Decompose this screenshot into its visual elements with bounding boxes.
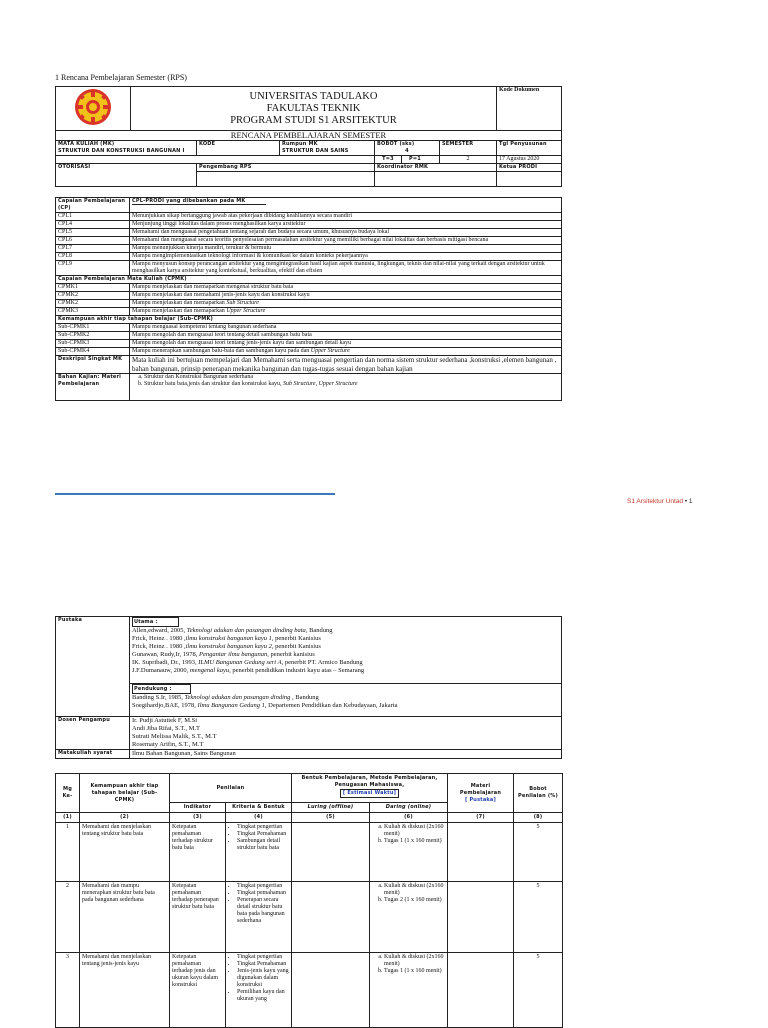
row-text: Memahami dan menguasai secara teoritis penyelesaian permasalahan arsitektur yang memiliki berbagai nilai lokalitas dan berbasis mitigasi bencana [130, 237, 562, 245]
col-penilaian: Penilaian [170, 774, 292, 803]
pengembang-sign [197, 172, 375, 187]
kriteria-item: • Sambungan detail struktur batu bata [237, 838, 289, 852]
kriteria-item: • Jenis-jenis kayu yang digunakan dalam konstruksi [237, 968, 289, 989]
bobot-label: BOBOT (sks) [377, 141, 415, 147]
row-code: CPL5 [56, 229, 130, 237]
sub-cpmk-row [56, 332, 562, 340]
cpl-row [56, 237, 562, 245]
kriteria-item: • Tingkat pengertian [237, 883, 289, 890]
page-footer [627, 498, 693, 505]
col-bobot: Bobot Penilaian (%) [514, 774, 563, 813]
row-code: CPL8 [56, 253, 130, 261]
weekly-plan-table [55, 773, 563, 1028]
week-materi [448, 882, 514, 953]
daring-item: a. Kuliah & diskusi (2x160 menit) [384, 824, 445, 838]
rumpun-value: STRUKTUR DAN SAINS [282, 148, 349, 154]
week-luring [292, 882, 370, 953]
week-kemampuan: Memahami dan menjelaskan tentang struktur batu bata [80, 823, 170, 882]
cpl-row [56, 261, 562, 276]
italic-text: Sub Structure [226, 300, 259, 306]
ketua-label: Ketua PRODI [497, 164, 562, 172]
koordinator-sign [375, 172, 497, 187]
bahan-label: Bahan Kajian: Materi Pembelajaran [56, 374, 130, 401]
italic-text: Teknologi adukan dan pasangan dinding [184, 694, 291, 701]
dosen-list [130, 717, 562, 750]
italic-text: ilmu konstruksi bangunan kayu 2 [185, 643, 272, 650]
pustaka-cell [130, 617, 562, 717]
cpl-row [56, 253, 562, 261]
pengembang-label: Pengembang RPS [197, 164, 375, 172]
university-logo-icon [70, 87, 116, 127]
row-text: Mampu menguasai kompetensi tentang bangunan sederhana [130, 324, 562, 332]
daring-item: a. Kuliah & diskusi (2x160 menit) [384, 883, 445, 897]
kriteria-item: • Tingkat pemahaman [237, 890, 289, 897]
week-number: 3 [56, 953, 80, 1028]
row-code: CPL4 [56, 221, 130, 229]
row-text: Mampu menjelaskan dan memahami jenis-jenis kayu dan konstruksi kayu [130, 292, 562, 300]
row-code: Sub-CPMK1 [56, 324, 130, 332]
week-number: 2 [56, 882, 80, 953]
cpmk-row [56, 292, 562, 300]
cpmk-row [56, 308, 562, 316]
week-row [56, 823, 563, 882]
otorisasi-label: OTORISASI [56, 164, 197, 187]
row-text: Mampu menjelaskan dan memaparkan Upper Structure [130, 308, 562, 316]
mk-header [56, 141, 197, 156]
reference-item: Banding S.Ir, 1985, Teknologi adukan dan pasangan dinding , Bandung [132, 694, 319, 701]
week-bobot: 5 [514, 823, 563, 882]
week-daring [370, 953, 448, 1028]
col-bentuk-text: Bentuk Pembelajaran, Metode Pembelajaran, Penugasan Mahasiswa, [301, 775, 438, 788]
column-number: (7) [448, 813, 514, 823]
column-number: (3) [170, 813, 226, 823]
bobot-header [375, 141, 440, 156]
week-luring [292, 953, 370, 1028]
daring-item: b. Tugas 1 (1 x 160 menit) [384, 968, 445, 975]
sub-cpmk-row [56, 348, 562, 356]
italic-text: Upper Structure [310, 348, 350, 354]
rps-form-page2 [55, 616, 562, 759]
section-heading: 1 Rencana Pembelajaran Semester (RPS) [55, 73, 187, 82]
cpmk-row [56, 300, 562, 308]
column-number: (4) [226, 813, 292, 823]
daring-item: b. Tugas 2 (1 x 160 menit) [384, 897, 445, 904]
row-text: Mampu menyusun konsep perancangan arsitektur yang mengintegrasikan hasil kajian aspek manusia, lingkungan, teknis dan nilai-nilai yang terkait dengan arsitektur untuk menghasilkan karya arsitektur yang kontekstual, berkualitas, efektif dan efisien [130, 261, 562, 276]
row-code: CPMK1 [56, 284, 130, 292]
cpmk-row [56, 284, 562, 292]
syarat-value: Ilmu Bahan Bangunan, Sains Bangunan [130, 750, 562, 759]
logo-cell [56, 87, 131, 131]
week-materi [448, 953, 514, 1028]
cpmk-header: Capaian Pembelajaran Mata Kuliah (CPMK) [56, 276, 562, 284]
row-code: CPL6 [56, 237, 130, 245]
row-text: Mampu menjelaskan dan memaparkan mengenai struktur batu bata [130, 284, 562, 292]
row-text: Menjunjung tinggi lokalitas dalam proses menghasilkan karya arsitektur [130, 221, 562, 229]
kriteria-item: • Penerapan secara detail struktur batu bata pada bangunan sederhana [237, 897, 289, 925]
lecturer-name: Sutrati Melissa Malik, S.T., M.T [132, 733, 217, 740]
week-row [56, 953, 563, 1028]
week-kriteria [226, 953, 292, 1028]
lecturer-name: Ir. Pudji Astutiek F, M.Si [132, 717, 198, 724]
col-mg: Mg Ke- [56, 774, 80, 813]
col-kriteria: Kriteria & Bentuk [226, 803, 292, 813]
week-luring [292, 823, 370, 882]
col-materi [448, 774, 514, 813]
col-pustaka: [ Pustaka] [465, 796, 496, 803]
row-text: Mampu mengolah dan menguasai teori tentang detail sambungan batu bata [130, 332, 562, 340]
italic-text: ilmu konstruksi bangunan kayu 1 [185, 635, 272, 642]
col-estimasi: [ Estimasi Waktu] [340, 789, 399, 798]
column-number: (8) [514, 813, 563, 823]
italic-text: Sub Structure, Upper Structure [282, 381, 358, 387]
week-bobot: 5 [514, 953, 563, 1028]
column-number: (1) [56, 813, 80, 823]
rumpun-label: Rumpun MK [282, 141, 318, 147]
bahan-item: b. Struktur batu bata,jenis dan struktur dan konstruksi kayu, Sub Structure, Upper Structure [144, 381, 559, 388]
reference-item: Soegihardjo,BAE, 1978, Ilmu Bangunan Gedung 1, Departemen Pendidikan dan Kebudayaan, Jakarta [132, 702, 398, 709]
cp-section [55, 197, 562, 401]
col-kemampuan: Kemampuan akhir tiap tahapan belajar (Sub-CPMK) [80, 774, 170, 813]
week-daring [370, 823, 448, 882]
italic-text: Pengantar ilmu bangunan [199, 651, 268, 658]
kriteria-item: • Pemilihan kayu dan ukuran yang [237, 989, 289, 1003]
col-daring: Daring (online) [370, 803, 448, 813]
kriteria-item: • Tingkat Pemahaman [237, 831, 289, 838]
italic-text: Teknologi adukan dan pasangan dinding bata [186, 627, 306, 634]
week-number: 1 [56, 823, 80, 882]
deskripsi-label: Deskripsi Singkat MK [56, 356, 130, 374]
reference-item: J.F.Dumanauw, 2000, mengenal kayu, penerbit pendidikan industri kayu atas – Semarang [132, 667, 365, 674]
rumpun-header [280, 141, 375, 156]
reference-item: Frick, Heinz . 1980 ,ilmu konstruksi bangunan kayu 2, penerbit Kanisius [132, 643, 321, 650]
syarat-label: Matakuliah syarat [56, 750, 130, 759]
bahan-list [130, 374, 562, 401]
institution-header [131, 87, 497, 131]
bobot-value: 4 [405, 148, 409, 154]
italic-text: ILMU Bangunan Gedung seri A [198, 659, 282, 666]
footer-page-number: • 1 [684, 498, 693, 505]
week-bobot: 5 [514, 882, 563, 953]
week-daring [370, 882, 448, 953]
pustaka-divider [130, 675, 561, 684]
program-name: PROGRAM STUDI S1 ARSITEKTUR [230, 114, 397, 126]
kode-label: KODE [197, 141, 280, 156]
semester-value: 2 [440, 156, 497, 164]
faculty-name: FAKULTAS TEKNIK [266, 102, 361, 114]
week-indikator: Ketepatan pemahaman terhadap jenis dan ukuran kayu dalam konstruksi [170, 953, 226, 1028]
kriteria-item: • Tingkat Pemahaman [237, 961, 289, 968]
blank-cell [56, 156, 375, 164]
daring-item: b. Tugas 1 (1 x 160 menit) [384, 838, 445, 845]
italic-text: mengenal kayu [189, 667, 230, 674]
row-code: CPL9 [56, 261, 130, 276]
daring-item: a. Kuliah & diskusi (2x160 menit) [384, 954, 445, 968]
utama-list [132, 627, 559, 675]
row-code: Sub-CPMK3 [56, 340, 130, 348]
row-text: Menunjukkan sikap bertanggung jawab atas pekerjaan dibidang keahliannya secara mandiri [130, 213, 562, 221]
week-materi [448, 823, 514, 882]
row-code: CPL7 [56, 245, 130, 253]
italic-text: Upper Structure [226, 308, 266, 314]
tgl-value: 17 Agustus 2020 [497, 156, 562, 164]
reference-item: Allen,edward, 2005, Teknologi adukan dan pasangan dinding bata, Bandung [132, 627, 333, 634]
ketua-sign [497, 172, 562, 187]
col-luring: Luring (offline) [292, 803, 370, 813]
mk-value: STRUKTUR DAN KONSTRUKSI BANGUNAN I [58, 148, 185, 154]
row-text: Mampu mengolah dan menguasai teori tentang jenis-jenis kayu dan sambungan detail kayu [130, 340, 562, 348]
sub-cpmk-header: Kemampuan akhir tiap tahapan belajar (Sub-CPMK) [56, 316, 562, 324]
university-name: UNIVERSITAS TADULAKO [249, 90, 378, 102]
lecturer-name: Andi Jiba Rifai, S.T., M.T [132, 725, 200, 732]
row-code: CPMK2 [56, 300, 130, 308]
row-text: Memahami dan menguasai pengetahuan tentang sejarah dan budaya secara umum, khususnya budaya lokal [130, 229, 562, 237]
kriteria-item: • Tingkat pengertian [237, 954, 289, 961]
week-kriteria [226, 823, 292, 882]
week-kriteria [226, 882, 292, 953]
lecturer-name: Rosematy Arifin, S.T., M.T [132, 741, 204, 748]
rps-form-page1 [55, 86, 562, 187]
week-kemampuan: Memahami dan menjelaskan tentang jenis-jenis kayu [80, 953, 170, 1028]
doc-code-label: Kode Dokumen [497, 87, 562, 131]
row-text: Mampu menjelaskan dan memaparkan Sub Structure [130, 300, 562, 308]
spacer [132, 710, 559, 716]
row-code: CPL1 [56, 213, 130, 221]
kriteria-item: • Tingkat pengertian [237, 824, 289, 831]
utama-label: Utama : [132, 617, 179, 627]
koordinator-label: Koordinator RMK [375, 164, 497, 172]
bahan-item: a. Struktur dan Konstruksi Bangunan sederhana [144, 374, 559, 381]
week-indikator: Ketepatan pemahaman terhadap penerapan struktur batu bata [170, 882, 226, 953]
tp-cell [375, 156, 440, 164]
week-kemampuan: Memahami dan mampu menerapkan struktur batu bata pada bangunan sederhana [80, 882, 170, 953]
semester-label: SEMESTER [440, 141, 497, 156]
t-label: T=3 [375, 156, 402, 163]
cpl-row [56, 221, 562, 229]
col-materi-text: Materi Pembelajaran [459, 782, 502, 796]
italic-text: Ilmu Bangunan Gedung 1 [197, 702, 265, 709]
reference-item: Gunawan, Rudy,Ir, 1978, Pengantar ilmu bangunan, penerbit kanisius [132, 651, 315, 658]
sub-cpmk-row [56, 324, 562, 332]
pustaka-label: Pustaka [56, 617, 130, 717]
row-code: Sub-CPMK4 [56, 348, 130, 356]
pendukung-label: Pendukung : [132, 684, 191, 694]
pendukung-list [132, 694, 559, 710]
sub-cpmk-row [56, 340, 562, 348]
dosen-label: Dosen Pengampu [56, 717, 130, 750]
cpl-row [56, 229, 562, 237]
col-indikator: Indikator [170, 803, 226, 813]
mk-label: MATA KULIAH (MK) [58, 141, 115, 147]
p-label: P=1 [409, 156, 421, 162]
row-text: Mampu menerapkan sambungan batu-bata dan sambungan kayu pada dan Upper Structure [130, 348, 562, 356]
tgl-label: Tgl Penyusunan [497, 141, 562, 156]
row-text: Mampu mengimplementasikan teknologi informasi & komunikasi ke dalam konteks pekerjaannya [130, 253, 562, 261]
column-number: (5) [292, 813, 370, 823]
week-row [56, 882, 563, 953]
row-code: CPMK2 [56, 292, 130, 300]
row-text: Mampu menunjukkan kinerja mandiri, terukur & bermutu [130, 245, 562, 253]
footer-rule [55, 493, 335, 495]
cpl-row [56, 245, 562, 253]
reference-item: IK. Supribadi, Dr., 1993, ILMU Bangunan Gedung seri A, penerbit PT. Armico Bandung [132, 659, 363, 666]
column-number: (2) [80, 813, 170, 823]
row-code: CPMK3 [56, 308, 130, 316]
deskripsi-text: Mata kuliah ini bertujuan mempelajari dan Memahami serta menguasai pengertian dan norma sistem struktur sederhana ,konstruksi ,elemen bangunan , bahan bangunan, prinsip penerapan mekanika bangunan dan tugas-tugas sesuai dengan bahan kajian [130, 356, 562, 374]
reference-item: Frick, Heinz . 1980 ,ilmu konstruksi bangunan kayu 1, penerbit Kanisius [132, 635, 321, 642]
cp-label: Capaian Pembelajaran (CP) [56, 198, 130, 213]
cpl-row [56, 213, 562, 221]
column-number: (6) [370, 813, 448, 823]
week-indikator: Ketepatan pemahaman terhadap struktur batu bata [170, 823, 226, 882]
column-number-row [56, 813, 563, 823]
footer-text: S1 Arsitektur Untad [627, 498, 683, 505]
row-code: Sub-CPMK2 [56, 332, 130, 340]
cpl-header [130, 198, 562, 213]
cpl-header-text: CPL-PRODI yang dibebankan pada MK [132, 198, 266, 205]
col-bentuk [292, 774, 448, 803]
rps-title: RENCANA PEMBELAJARAN SEMESTER [56, 131, 562, 141]
